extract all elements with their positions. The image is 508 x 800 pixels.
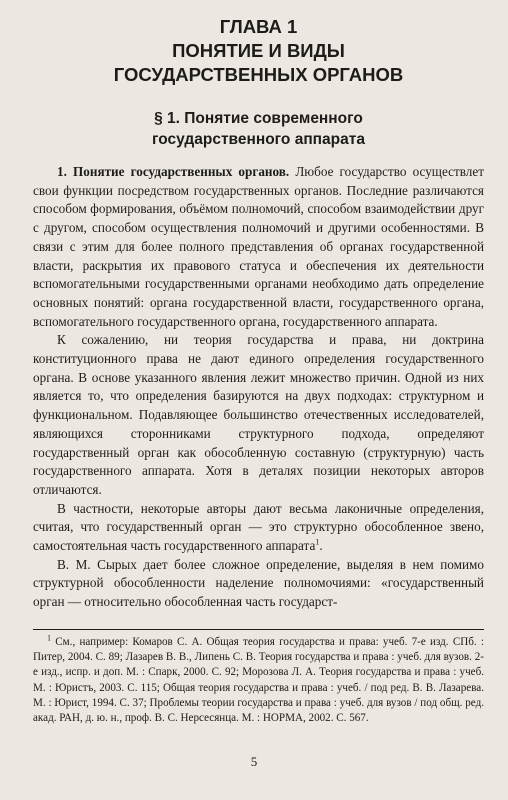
footnote-reference: 1 (315, 537, 320, 547)
paragraph-4: В. М. Сырых дает более сложное определение, выделяя в нем помимо структурной обособленности наделение полномочиями: «государственный орган — относительно обособленная часть государст- (33, 556, 484, 610)
chapter-title-line-2: ГОСУДАРСТВЕННЫХ ОРГАНОВ (113, 64, 404, 85)
footnote-area (33, 629, 484, 727)
footnote-1 (33, 635, 484, 727)
paragraph-3-end: . (319, 538, 323, 554)
chapter-heading (33, 0, 484, 87)
section-heading (33, 108, 484, 150)
body-text (33, 163, 484, 612)
footnote-text: См., например: Комаров С. А. Общая теория государства и права: учеб. 7-е изд. СПб. : Питер, 2004. С. 89; Лазарев В. В., Липень С. В. Теория государства и права : учеб. для вузов. 2-е изд., испр. и доп. М. : Спарк, 2000. С. 92; Морозова Л. А. Теория государства и права : учеб. М. : Юристъ, 2003. С. 115; Общая теория государства и права : учеб. / под ред. В. В. Лазарева. М. : Юрист, 1994. С. 37; Проблемы теории государства и права : учеб. для вузов / под общ. ред. акад. РАН, д. ю. н., проф. В. С. Нерсесянца. М. : НОРМА, 2002. С. 567. (33, 635, 484, 725)
footnote-mark: 1 (47, 633, 51, 643)
paragraph-3-text: В частности, некоторые авторы дают весьма лаконичные определения, считая, что государственный орган — это структурно обособленное звено, самостоятельная часть государственного аппарата (33, 500, 484, 554)
paragraph-2: К сожалению, ни теория государства и права, ни доктрина конституционного права не дают единого определения государственного органа. В основе указанного явления лежит множество причин. Одной из них является то, что определения базируются на двух подходах: структурном и функциональном. Подавляющее большинство отечественных исследователей, являющихся сторонниками структурного подхода, определяют государственный орган как обособленную составную (структурную) часть государственного аппарата. Хотя в деталях позиции некоторых авторов отличаются. (33, 332, 484, 497)
paragraph-1-text: Любое государство осуществлет свои функции посредством государственных органов. Последние различаются способом формирования, объёмом полномочий, способом взаимодействии друг с другом, способом осуществления полномочий и другими особенностями. В связи с этим для более полного представления об органах государственной власти, раскрытия их правового статуса и обеспечения их деятельности вспомогательными государственными органами необходимо дать определение основных понятий: органа государственной власти, государственного органа, вспомогательного государственного органа, государственного аппарата. (33, 164, 484, 329)
chapter-title-line-1: ПОНЯТИЕ И ВИДЫ (172, 40, 345, 61)
paragraph-lead: 1. Понятие государственных органов. (57, 164, 290, 179)
page-number: 5 (250, 754, 258, 769)
paragraph-3 (33, 500, 484, 556)
section-title-line-1: § 1. Понятие современного (154, 110, 363, 127)
paragraph-1 (33, 163, 484, 331)
chapter-number: ГЛАВА 1 (219, 16, 298, 37)
section-title-line-2: государственного аппарата (152, 131, 365, 148)
